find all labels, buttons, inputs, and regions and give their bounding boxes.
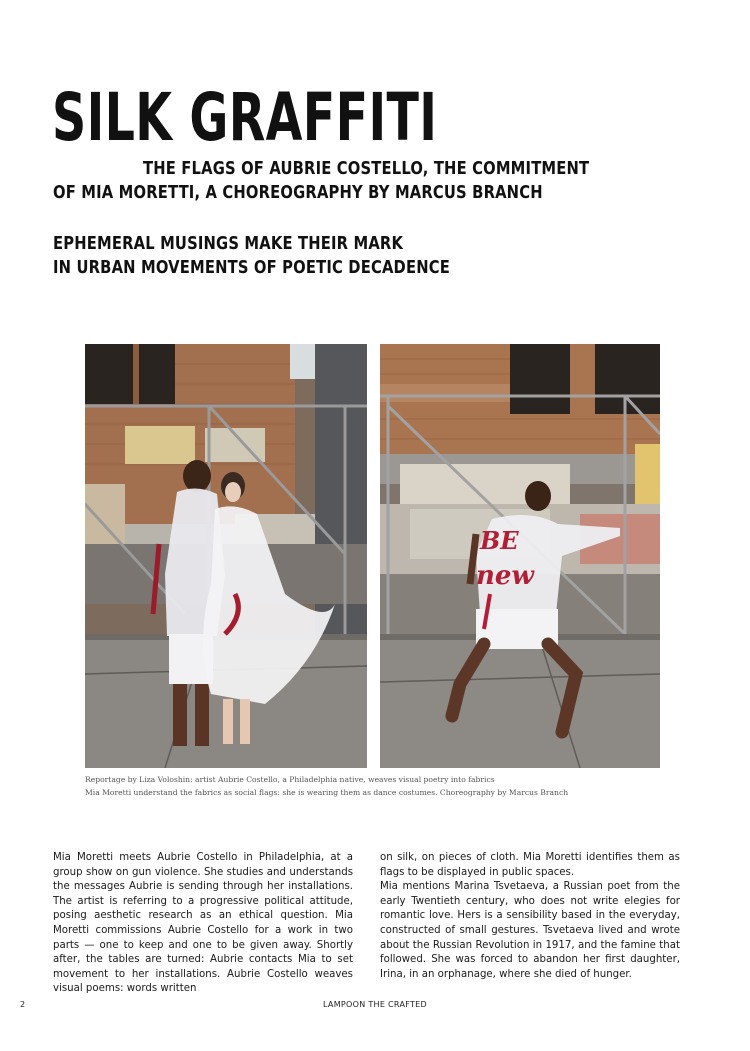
body-paragraph: on silk, on pieces of cloth. Mia Moretti identifies them as flags to be displayed in public spaces. xyxy=(380,852,680,878)
photo-left xyxy=(85,344,367,768)
body-column-1 xyxy=(53,851,353,997)
subtitle-line-1: THE FLAGS OF AUBRIE COSTELLO, THE COMMITMENT xyxy=(143,158,590,179)
publication-name: LAMPOON THE CRAFTED xyxy=(322,1000,428,1009)
body-paragraph: Mia Moretti meets Aubrie Costello in Philadelphia, at a group show on gun violence. She studies and understands the messages Aubrie is sending through her installations. The artist is referring to a progressive political attitude, posing aesthetic research as an ethical question. Mia Moretti commissions Aubrie Costello for a work in two parts — one to keep and one to be given away. Shortly after, the tables are turned: Aubrie contacts Mia to set movement to her installations. Aubrie Costello weaves visual poems: words written xyxy=(53,852,353,995)
body-paragraph: Mia mentions Marina Tsvetaeva, a Russian poet from the early Twentieth century, who does not write elegies for romantic love. Hers is a sensibility based in the everyday, constructed of small gestures. Tsvetaeva lived and wrote about the Russian Revolution in 1917, and the famine that followed. She was forced to abandon her first daughter, Irina, in an orphanage, where she died of hunger. xyxy=(380,881,680,980)
page-number: 2 xyxy=(20,1000,26,1009)
article-title: SILK GRAFFITI xyxy=(52,79,438,156)
shirt-text-top: BE xyxy=(480,526,519,555)
photo-caption-line-1: Reportage by Liza Voloshin: artist Aubrie Costello, a Philadelphia native, weaves visual poetry into fabrics xyxy=(85,775,495,784)
subtitle-line-2: OF MIA MORETTI, A CHOREOGRAPHY BY MARCUS BRANCH xyxy=(53,182,543,203)
deck-line-2: IN URBAN MOVEMENTS OF POETIC DECADENCE xyxy=(53,257,450,278)
photo-caption-line-2: Mia Moretti understand the fabrics as social flags: she is wearing them as dance costumes. Choreography by Marcus Branch xyxy=(85,788,569,797)
body-column-2 xyxy=(380,851,680,982)
shirt-text-bottom: new xyxy=(476,561,534,591)
photo-right xyxy=(380,344,660,768)
deck-line-1: EPHEMERAL MUSINGS MAKE THEIR MARK xyxy=(53,233,404,254)
